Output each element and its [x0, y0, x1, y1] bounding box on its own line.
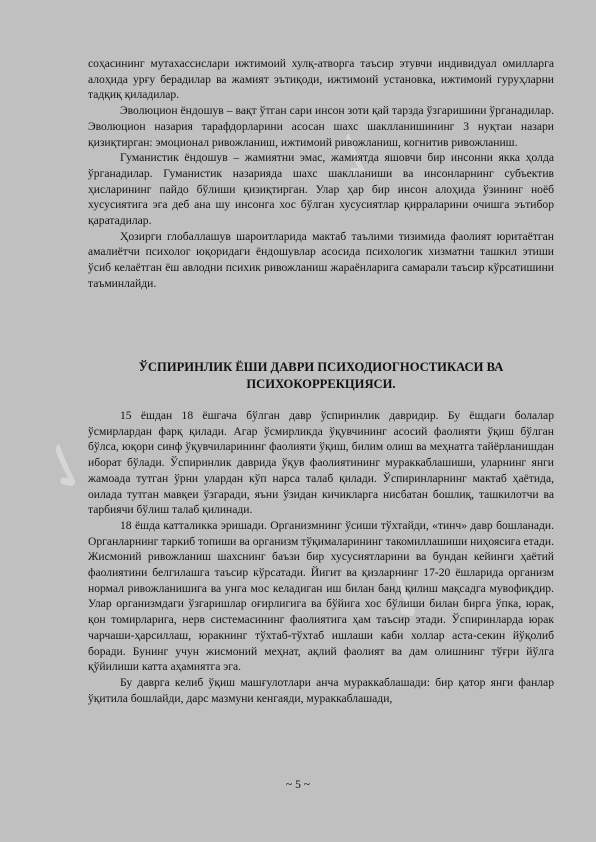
paragraph: Гуманистик ёндошув – жамиятни эмас, жамиятда яшовчи бир инсонни якка ҳолда ўрганадилар. Гуманистик назарияда шахс шаклланиши ва инсонларнинг субъектив ҳисларининг пайдо бўлиши қизиқтирган. Улар ҳар бир инсон алоҳида ўзининг ноёб хусусиятига эга деб ана шу инсонга хос бўлган хусусиятлар қирраларини очишга эътибор қаратадилар. [88, 151, 554, 228]
watermark-logo: ✓ [311, 115, 403, 199]
section-title: ЎСПИРИНЛИК ЁШИ ДАВРИ ПСИХОДИОГНОСТИКАСИ ВА ПСИХОКОРРЕКЦИЯСИ. [138, 360, 504, 391]
watermark-logo: ✓ [21, 425, 113, 509]
paragraph: 18 ёшда катталикка эришади. Организмнинг ўсиши тўхтайди, «тинч» давр бошланади. Органларнинг таркиб топиши ва организм тўқималарининг такомиллашиши ниҳоясига етади. Жисмоний ривожланиш шахснинг баъзи бир хусусиятларини ва бундан кейинги ҳаётий фаолиятини белгилашга таъсир кўрсатади. Йигит ва қизларнинг 17-20 ёшларида организм нормал ривожланишига ва унга мос келадиган иш билан банд қилиш мақсадга мувофиқдир. Улар организмдаги ўзгаришлар оғирлигига ва бўйига хос бўлиши билан бирга ўпка, юрак, қон томирларига, нерв системасининг фаолиятига ҳам таъсир этади. Ўспиринларда юрак чарчаши-ҳарсиллаш, юракнинг тўхтаб-тўхтаб ишлаши каби холлар аста-секин йўқолиб боради. Бунинг учун жисмоний меҳнат, ақлий фаолият ва дам олишнинг тўғри йўлга қўйилиши катта аҳамиятга эга. [88, 518, 554, 674]
paragraph: Бу даврга келиб ўқиш машғулотлари анча мураккаблашади: бир қатор янги фанлар ўқитила бошлайди, дарс мазмуни кенгаяди, мураккаблашади, [88, 675, 554, 705]
text-block-top [88, 56, 554, 292]
watermark-logo: ✓ [361, 555, 453, 639]
paragraph: 15 ёшдан 18 ёшгача бўлган давр ўспиринлик давридир. Бу ёшдаги болалар ўсмирлардан фарқ қилади. Агар ўсмирликда ўқувчининг асосий фаолияти ўқиш бўлган бўлса, юқори синф ўқувчиларининг фаолияти ўқиш, билим олиш ва меҳнатга тайёрланишдан иборат бўлади. Ўспиринлик даврида ўқув фаолиятининг мураккаблашиши, уларнинг янги жамоада тутган ўрни улардан кўп нарса талаб қилади. Ўспиринларнинг мактаб ҳаётида, оилада тутган мавқеи ўзгаради, яъни ўзидан кичикларга нисбатан бошлиқ, ташкилотчи ва тарбиячи бўлиш талаб қилинади. [88, 409, 554, 517]
paragraph: Эволюцион ёндошув – вақт ўтган сари инсон зоти қай тарзда ўзгаришини ўрганадилар. Эволюцион назария тарафдорларини асосан шахс шаклланишининг 3 нуқтаи назари қизиқтирган: эмоционал ривожланиш, ижтимоий ривожланиш, когнитив ривожланиш. [88, 104, 554, 149]
paragraph: Ҳозирги глобаллашув шароитларида мактаб таълими тизимида фаолият юритаётган амалиётчи психолог юқоридаги ёндошувлар асосида психологик хизматни ташкил этиши ўсиб келаётган ёш авлодни психик ривожланиш жараёнларига самарали таъсир кўрсатишини таъминлайди. [88, 229, 554, 290]
text-block-bottom [88, 408, 554, 706]
paragraph: соҳасининг мутахассислари ижтимоий хулқ-атворга таъсир этувчи индивидуал омилларга алоҳида урғу берадилар ва жамият эътиқоди, ижтимоий установка, ижтимоий гуруҳларни тадқиқ қиладилар. [88, 57, 554, 102]
page-number: ~ 5 ~ [285, 778, 311, 791]
